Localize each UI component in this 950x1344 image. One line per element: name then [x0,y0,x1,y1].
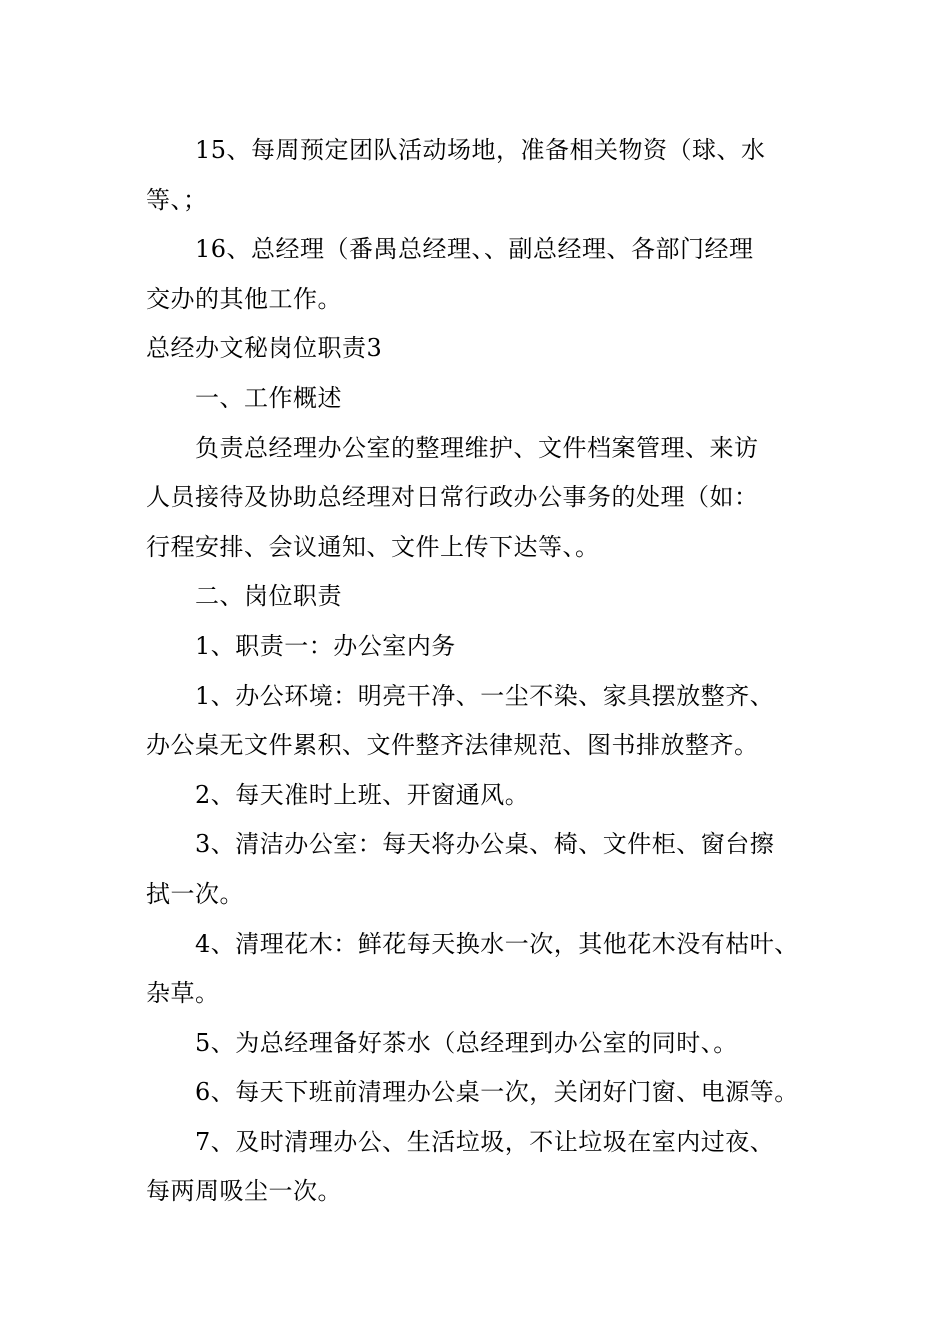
text-line: 一、工作概述 [195,383,342,412]
text-line: 负责总经理办公室的整理维护、文件档案管理、来访 [195,433,759,462]
text-line: 办公桌无文件累积、文件整齐法律规范、图书排放整齐。 [146,731,759,760]
text-line: 5、为总经理备好茶水（总经理到办公室的同时、。 [195,1028,738,1057]
text-line: 6、每天下班前清理办公桌一次，关闭好门窗、电源等。 [195,1078,799,1107]
text-line: 1、职责一：办公室内务 [195,631,456,660]
text-line: 7、及时清理办公、生活垃圾，不让垃圾在室内过夜、 [195,1127,775,1156]
text-line: 总经办文秘岗位职责3 [146,334,383,363]
text-line: 16、总经理（番禺总经理、、副总经理、各部门经理 [195,235,754,264]
text-line: 15、每周预定团队活动场地，准备相关物资（球、水 [195,136,766,164]
text-line: 二、岗位职责 [195,582,342,611]
text-line: 2、每天准时上班、开窗通风。 [195,780,530,809]
text-line: 人员接待及协助总经理对日常行政办公事务的处理（如： [146,483,759,512]
text-line: 交办的其他工作。 [146,284,342,313]
text-line: 拭一次。 [146,879,244,908]
text-line: 每两周吸尘一次。 [146,1177,342,1206]
document-body [146,126,826,1217]
text-line: 行程安排、会议通知、文件上传下达等、。 [146,532,600,561]
text-line: 4、清理花木：鲜花每天换水一次，其他花木没有枯叶、 [195,929,799,958]
text-line: 1、办公环境：明亮干净、一尘不染、家具摆放整齐、 [195,681,775,710]
text-line: 等、； [146,185,208,214]
text-line: 3、清洁办公室：每天将办公桌、椅、文件柜、窗台擦 [195,830,775,859]
text-line: 杂草。 [146,979,220,1008]
